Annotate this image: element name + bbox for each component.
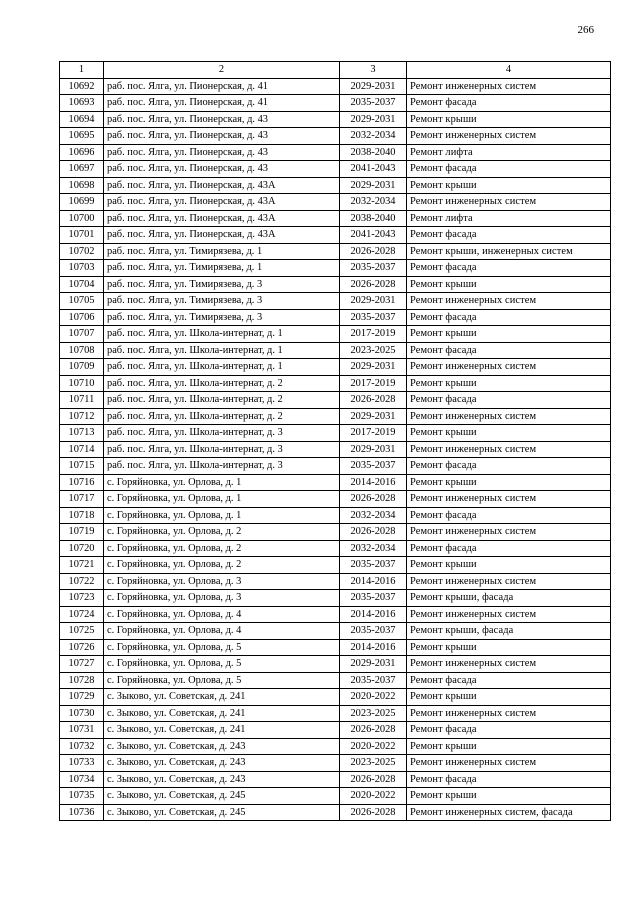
period-cell: 2035-2037 <box>340 623 407 640</box>
work-type-cell: Ремонт фасада <box>407 309 611 326</box>
table-row <box>60 672 611 689</box>
period-cell: 2029-2031 <box>340 177 407 194</box>
work-type-cell: Ремонт фасада <box>407 227 611 244</box>
work-type-cell: Ремонт крыши <box>407 177 611 194</box>
work-type-cell: Ремонт фасада <box>407 672 611 689</box>
period-cell: 2020-2022 <box>340 689 407 706</box>
row-number: 10728 <box>60 672 104 689</box>
work-type-cell: Ремонт фасада <box>407 722 611 739</box>
row-number: 10693 <box>60 95 104 112</box>
address-cell: с. Зыково, ул. Советская, д. 245 <box>104 804 340 821</box>
address-cell: раб. пос. Ялга, ул. Школа-интернат, д. 1 <box>104 326 340 343</box>
row-number: 10705 <box>60 293 104 310</box>
address-cell: с. Горяйновка, ул. Орлова, д. 1 <box>104 507 340 524</box>
address-cell: раб. пос. Ялга, ул. Школа-интернат, д. 3 <box>104 425 340 442</box>
row-number: 10713 <box>60 425 104 442</box>
period-cell: 2035-2037 <box>340 672 407 689</box>
address-cell: с. Зыково, ул. Советская, д. 241 <box>104 722 340 739</box>
table-row <box>60 804 611 821</box>
row-number: 10716 <box>60 474 104 491</box>
table-row <box>60 689 611 706</box>
row-number: 10711 <box>60 392 104 409</box>
row-number: 10714 <box>60 441 104 458</box>
table-row <box>60 590 611 607</box>
period-cell: 2035-2037 <box>340 95 407 112</box>
work-type-cell: Ремонт крыши, фасада <box>407 623 611 640</box>
period-cell: 2026-2028 <box>340 771 407 788</box>
row-number: 10736 <box>60 804 104 821</box>
period-cell: 2038-2040 <box>340 210 407 227</box>
work-type-cell: Ремонт крыши <box>407 375 611 392</box>
work-type-cell: Ремонт крыши, фасада <box>407 590 611 607</box>
table-row <box>60 359 611 376</box>
row-number: 10726 <box>60 639 104 656</box>
work-type-cell: Ремонт фасада <box>407 771 611 788</box>
address-cell: раб. пос. Ялга, ул. Школа-интернат, д. 3 <box>104 441 340 458</box>
row-number: 10727 <box>60 656 104 673</box>
address-cell: с. Горяйновка, ул. Орлова, д. 4 <box>104 623 340 640</box>
period-cell: 2020-2022 <box>340 738 407 755</box>
table-row <box>60 210 611 227</box>
period-cell: 2032-2034 <box>340 540 407 557</box>
row-number: 10700 <box>60 210 104 227</box>
address-cell: раб. пос. Ялга, ул. Школа-интернат, д. 1 <box>104 342 340 359</box>
address-cell: раб. пос. Ялга, ул. Пионерская, д. 43А <box>104 177 340 194</box>
table-row <box>60 722 611 739</box>
row-number: 10730 <box>60 705 104 722</box>
row-number: 10694 <box>60 111 104 128</box>
period-cell: 2023-2025 <box>340 755 407 772</box>
address-cell: с. Зыково, ул. Советская, д. 245 <box>104 788 340 805</box>
row-number: 10701 <box>60 227 104 244</box>
period-cell: 2026-2028 <box>340 722 407 739</box>
period-cell: 2035-2037 <box>340 260 407 277</box>
work-type-cell: Ремонт инженерных систем <box>407 441 611 458</box>
work-type-cell: Ремонт инженерных систем <box>407 359 611 376</box>
work-type-cell: Ремонт крыши <box>407 639 611 656</box>
table-row <box>60 524 611 541</box>
address-cell: раб. пос. Ялга, ул. Тимирязева, д. 3 <box>104 293 340 310</box>
address-cell: раб. пос. Ялга, ул. Пионерская, д. 43 <box>104 144 340 161</box>
row-number: 10704 <box>60 276 104 293</box>
table-row <box>60 771 611 788</box>
table-row <box>60 788 611 805</box>
row-number: 10696 <box>60 144 104 161</box>
work-type-cell: Ремонт инженерных систем <box>407 491 611 508</box>
table-row <box>60 78 611 95</box>
period-cell: 2032-2034 <box>340 507 407 524</box>
period-cell: 2035-2037 <box>340 557 407 574</box>
row-number: 10695 <box>60 128 104 145</box>
address-cell: с. Горяйновка, ул. Орлова, д. 1 <box>104 474 340 491</box>
work-type-cell: Ремонт инженерных систем <box>407 606 611 623</box>
table-row <box>60 309 611 326</box>
address-cell: раб. пос. Ялга, ул. Пионерская, д. 41 <box>104 95 340 112</box>
column-header-number: 1 <box>60 62 104 79</box>
table-row <box>60 375 611 392</box>
work-type-cell: Ремонт фасада <box>407 342 611 359</box>
table-row <box>60 623 611 640</box>
row-number: 10717 <box>60 491 104 508</box>
table-row <box>60 227 611 244</box>
address-cell: раб. пос. Ялга, ул. Пионерская, д. 43А <box>104 194 340 211</box>
table-row <box>60 540 611 557</box>
address-cell: раб. пос. Ялга, ул. Школа-интернат, д. 2 <box>104 375 340 392</box>
period-cell: 2017-2019 <box>340 326 407 343</box>
work-type-cell: Ремонт фасада <box>407 95 611 112</box>
page-number: 266 <box>577 24 594 36</box>
work-type-cell: Ремонт инженерных систем <box>407 293 611 310</box>
address-cell: с. Зыково, ул. Советская, д. 243 <box>104 738 340 755</box>
period-cell: 2014-2016 <box>340 606 407 623</box>
period-cell: 2014-2016 <box>340 573 407 590</box>
table-row <box>60 194 611 211</box>
table-row <box>60 177 611 194</box>
table-row <box>60 573 611 590</box>
address-cell: раб. пос. Ялга, ул. Школа-интернат, д. 2 <box>104 408 340 425</box>
row-number: 10698 <box>60 177 104 194</box>
row-number: 10703 <box>60 260 104 277</box>
period-cell: 2029-2031 <box>340 359 407 376</box>
table-row <box>60 705 611 722</box>
row-number: 10710 <box>60 375 104 392</box>
column-header-period: 3 <box>340 62 407 79</box>
address-cell: с. Горяйновка, ул. Орлова, д. 2 <box>104 524 340 541</box>
work-type-cell: Ремонт фасада <box>407 507 611 524</box>
address-cell: с. Горяйновка, ул. Орлова, д. 2 <box>104 540 340 557</box>
table-row <box>60 111 611 128</box>
work-type-cell: Ремонт лифта <box>407 144 611 161</box>
row-number: 10724 <box>60 606 104 623</box>
row-number: 10702 <box>60 243 104 260</box>
work-type-cell: Ремонт фасада <box>407 161 611 178</box>
period-cell: 2029-2031 <box>340 111 407 128</box>
address-cell: с. Зыково, ул. Советская, д. 241 <box>104 689 340 706</box>
period-cell: 2029-2031 <box>340 293 407 310</box>
period-cell: 2014-2016 <box>340 474 407 491</box>
work-type-cell: Ремонт крыши <box>407 788 611 805</box>
address-cell: с. Зыково, ул. Советская, д. 243 <box>104 755 340 772</box>
work-type-cell: Ремонт фасада <box>407 458 611 475</box>
row-number: 10718 <box>60 507 104 524</box>
work-type-cell: Ремонт инженерных систем <box>407 128 611 145</box>
period-cell: 2026-2028 <box>340 524 407 541</box>
row-number: 10709 <box>60 359 104 376</box>
period-cell: 2026-2028 <box>340 392 407 409</box>
address-cell: раб. пос. Ялга, ул. Пионерская, д. 41 <box>104 78 340 95</box>
address-cell: раб. пос. Ялга, ул. Пионерская, д. 43А <box>104 210 340 227</box>
row-number: 10725 <box>60 623 104 640</box>
period-cell: 2029-2031 <box>340 656 407 673</box>
table-row <box>60 738 611 755</box>
row-number: 10719 <box>60 524 104 541</box>
period-cell: 2041-2043 <box>340 161 407 178</box>
address-cell: с. Горяйновка, ул. Орлова, д. 4 <box>104 606 340 623</box>
period-cell: 2032-2034 <box>340 194 407 211</box>
period-cell: 2026-2028 <box>340 804 407 821</box>
column-header-address: 2 <box>104 62 340 79</box>
period-cell: 2014-2016 <box>340 639 407 656</box>
period-cell: 2032-2034 <box>340 128 407 145</box>
row-number: 10723 <box>60 590 104 607</box>
period-cell: 2041-2043 <box>340 227 407 244</box>
table-body <box>60 78 611 821</box>
table-row <box>60 276 611 293</box>
work-type-cell: Ремонт инженерных систем <box>407 755 611 772</box>
table-row <box>60 656 611 673</box>
table-row <box>60 95 611 112</box>
work-type-cell: Ремонт инженерных систем <box>407 573 611 590</box>
period-cell: 2035-2037 <box>340 590 407 607</box>
work-type-cell: Ремонт фасада <box>407 540 611 557</box>
address-cell: раб. пос. Ялга, ул. Школа-интернат, д. 2 <box>104 392 340 409</box>
period-cell: 2026-2028 <box>340 276 407 293</box>
work-type-cell: Ремонт инженерных систем, фасада <box>407 804 611 821</box>
address-cell: раб. пос. Ялга, ул. Пионерская, д. 43 <box>104 111 340 128</box>
address-cell: с. Горяйновка, ул. Орлова, д. 2 <box>104 557 340 574</box>
repair-schedule-table <box>59 61 611 821</box>
address-cell: с. Горяйновка, ул. Орлова, д. 3 <box>104 573 340 590</box>
row-number: 10706 <box>60 309 104 326</box>
table-row <box>60 474 611 491</box>
address-cell: с. Горяйновка, ул. Орлова, д. 5 <box>104 639 340 656</box>
table-row <box>60 639 611 656</box>
address-cell: раб. пос. Ялга, ул. Пионерская, д. 43А <box>104 227 340 244</box>
work-type-cell: Ремонт фасада <box>407 260 611 277</box>
period-cell: 2035-2037 <box>340 458 407 475</box>
period-cell: 2029-2031 <box>340 78 407 95</box>
row-number: 10692 <box>60 78 104 95</box>
table-row <box>60 557 611 574</box>
table-row <box>60 144 611 161</box>
table-row <box>60 293 611 310</box>
period-cell: 2038-2040 <box>340 144 407 161</box>
address-cell: с. Горяйновка, ул. Орлова, д. 5 <box>104 656 340 673</box>
period-cell: 2020-2022 <box>340 788 407 805</box>
work-type-cell: Ремонт крыши, инженерных систем <box>407 243 611 260</box>
address-cell: раб. пос. Ялга, ул. Школа-интернат, д. 3 <box>104 458 340 475</box>
address-cell: с. Зыково, ул. Советская, д. 243 <box>104 771 340 788</box>
table-row <box>60 458 611 475</box>
work-type-cell: Ремонт инженерных систем <box>407 705 611 722</box>
work-type-cell: Ремонт крыши <box>407 276 611 293</box>
work-type-cell: Ремонт крыши <box>407 111 611 128</box>
table-row <box>60 161 611 178</box>
row-number: 10733 <box>60 755 104 772</box>
table-row <box>60 606 611 623</box>
period-cell: 2026-2028 <box>340 491 407 508</box>
table-row <box>60 425 611 442</box>
table-row <box>60 507 611 524</box>
work-type-cell: Ремонт крыши <box>407 425 611 442</box>
period-cell: 2035-2037 <box>340 309 407 326</box>
row-number: 10697 <box>60 161 104 178</box>
table-header-row <box>60 62 611 79</box>
address-cell: раб. пос. Ялга, ул. Тимирязева, д. 3 <box>104 276 340 293</box>
table-row <box>60 491 611 508</box>
row-number: 10720 <box>60 540 104 557</box>
address-cell: с. Горяйновка, ул. Орлова, д. 5 <box>104 672 340 689</box>
table-row <box>60 755 611 772</box>
row-number: 10732 <box>60 738 104 755</box>
row-number: 10721 <box>60 557 104 574</box>
address-cell: раб. пос. Ялга, ул. Школа-интернат, д. 1 <box>104 359 340 376</box>
address-cell: раб. пос. Ялга, ул. Тимирязева, д. 1 <box>104 260 340 277</box>
row-number: 10708 <box>60 342 104 359</box>
period-cell: 2023-2025 <box>340 705 407 722</box>
work-type-cell: Ремонт фасада <box>407 392 611 409</box>
address-cell: с. Зыково, ул. Советская, д. 241 <box>104 705 340 722</box>
work-type-cell: Ремонт инженерных систем <box>407 524 611 541</box>
table-row <box>60 392 611 409</box>
period-cell: 2029-2031 <box>340 441 407 458</box>
table-row <box>60 441 611 458</box>
table-row <box>60 342 611 359</box>
table-row <box>60 408 611 425</box>
work-type-cell: Ремонт крыши <box>407 326 611 343</box>
row-number: 10735 <box>60 788 104 805</box>
table-row <box>60 128 611 145</box>
period-cell: 2023-2025 <box>340 342 407 359</box>
address-cell: раб. пос. Ялга, ул. Тимирязева, д. 3 <box>104 309 340 326</box>
period-cell: 2029-2031 <box>340 408 407 425</box>
work-type-cell: Ремонт крыши <box>407 474 611 491</box>
row-number: 10707 <box>60 326 104 343</box>
work-type-cell: Ремонт крыши <box>407 689 611 706</box>
address-cell: раб. пос. Ялга, ул. Пионерская, д. 43 <box>104 128 340 145</box>
work-type-cell: Ремонт лифта <box>407 210 611 227</box>
row-number: 10715 <box>60 458 104 475</box>
period-cell: 2026-2028 <box>340 243 407 260</box>
address-cell: раб. пос. Ялга, ул. Тимирязева, д. 1 <box>104 243 340 260</box>
period-cell: 2017-2019 <box>340 375 407 392</box>
work-type-cell: Ремонт инженерных систем <box>407 194 611 211</box>
column-header-work-type: 4 <box>407 62 611 79</box>
work-type-cell: Ремонт инженерных систем <box>407 656 611 673</box>
period-cell: 2017-2019 <box>340 425 407 442</box>
work-type-cell: Ремонт крыши <box>407 557 611 574</box>
table-row <box>60 260 611 277</box>
address-cell: с. Горяйновка, ул. Орлова, д. 3 <box>104 590 340 607</box>
address-cell: с. Горяйновка, ул. Орлова, д. 1 <box>104 491 340 508</box>
row-number: 10731 <box>60 722 104 739</box>
work-type-cell: Ремонт инженерных систем <box>407 408 611 425</box>
row-number: 10699 <box>60 194 104 211</box>
table-row <box>60 243 611 260</box>
work-type-cell: Ремонт инженерных систем <box>407 78 611 95</box>
row-number: 10722 <box>60 573 104 590</box>
address-cell: раб. пос. Ялга, ул. Пионерская, д. 43 <box>104 161 340 178</box>
row-number: 10734 <box>60 771 104 788</box>
row-number: 10712 <box>60 408 104 425</box>
table-row <box>60 326 611 343</box>
row-number: 10729 <box>60 689 104 706</box>
work-type-cell: Ремонт крыши <box>407 738 611 755</box>
